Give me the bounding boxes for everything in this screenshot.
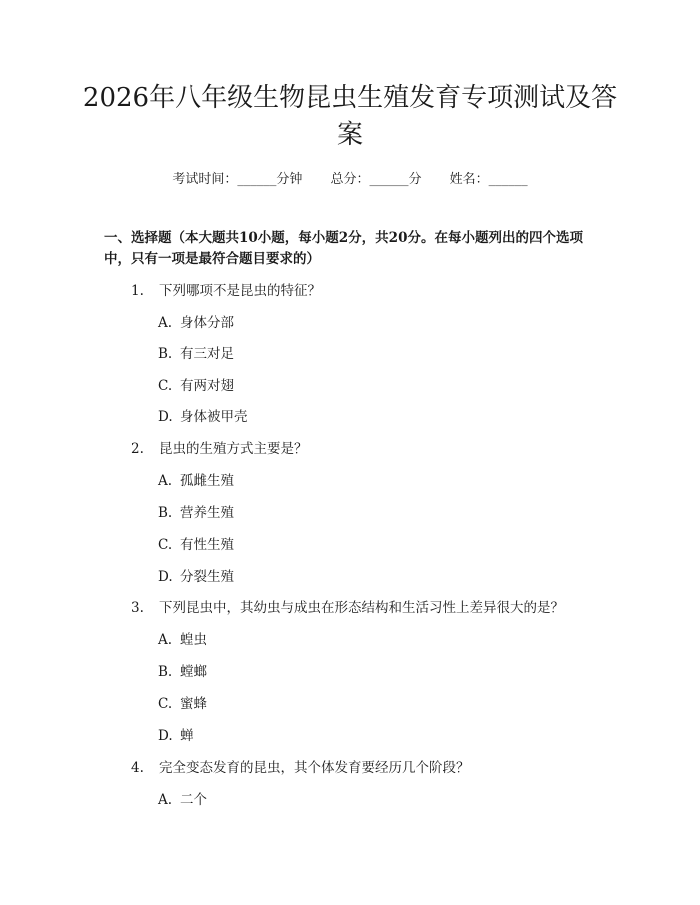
question-1-option-a: [158, 313, 234, 333]
total-score-unit: 分: [408, 172, 422, 187]
option-letter: D.: [158, 409, 173, 425]
total-score-label: 总分：: [330, 172, 370, 187]
option-text: 有两对翅: [180, 378, 234, 394]
option-text: 蝗虫: [180, 632, 207, 648]
section-heading-choice: 一、选择题（本大题共10小题，每小题2分，共20分。在每小题列出的四个选项中，只有一项是最符合题目要求的）: [104, 230, 583, 267]
question-2-option-c: [158, 535, 234, 555]
question-1-option-d: [158, 407, 248, 427]
option-letter: A.: [158, 792, 173, 808]
option-text: 营养生殖: [180, 505, 234, 521]
option-letter: B.: [158, 505, 173, 521]
option-letter: C.: [158, 378, 173, 394]
option-letter: C.: [158, 696, 173, 712]
option-letter: B.: [158, 346, 173, 362]
question-text: 完全变态发育的昆虫，其个体发育要经历几个阶段？: [159, 760, 470, 776]
question-2-option-b: [158, 503, 234, 523]
exam-meta-line: [0, 168, 700, 187]
question-3: [131, 598, 564, 618]
question-text: 下列昆虫中，其幼虫与成虫在形态结构和生活习性上差异很大的是？: [159, 600, 564, 616]
question-number: 3.: [131, 600, 144, 616]
option-letter: D.: [158, 728, 173, 744]
option-text: 分裂生殖: [180, 569, 234, 585]
question-1: [131, 281, 321, 301]
option-letter: A.: [158, 315, 173, 331]
exam-time-label: 考试时间：: [172, 172, 238, 187]
question-3-option-b: [158, 662, 207, 682]
question-text: 下列哪项不是昆虫的特征？: [159, 283, 321, 299]
question-number: 2.: [131, 441, 144, 457]
question-1-option-c: [158, 376, 234, 396]
option-text: 孤雌生殖: [180, 473, 234, 489]
exam-time-unit: 分钟: [276, 172, 303, 187]
question-4-option-a: [158, 790, 207, 810]
question-2-option-a: [158, 471, 234, 491]
exam-time: [172, 168, 302, 187]
option-letter: D.: [158, 569, 173, 585]
option-text: 身体被甲壳: [180, 409, 248, 425]
question-3-option-d: [158, 726, 194, 746]
question-2: [131, 439, 308, 459]
question-3-option-c: [158, 694, 207, 714]
student-name: [450, 168, 528, 187]
total-score: [330, 168, 421, 187]
question-number: 1.: [131, 283, 144, 299]
option-letter: A.: [158, 473, 173, 489]
option-text: 身体分部: [180, 315, 234, 331]
question-number: 4.: [131, 760, 144, 776]
question-3-option-a: [158, 630, 207, 650]
question-4: [131, 758, 470, 778]
option-letter: B.: [158, 664, 173, 680]
question-2-option-d: [158, 567, 234, 587]
student-name-blank: ______: [488, 172, 528, 187]
exam-time-blank: ______: [237, 172, 277, 187]
option-text: 蜜蜂: [180, 696, 207, 712]
page-title: 2026年八年级生物昆虫生殖发育专项测试及答案: [82, 83, 618, 150]
option-letter: C.: [158, 537, 173, 553]
total-score-blank: ______: [369, 172, 409, 187]
option-text: 有三对足: [180, 346, 234, 362]
option-text: 有性生殖: [180, 537, 234, 553]
question-text: 昆虫的生殖方式主要是？: [159, 441, 308, 457]
question-1-option-b: [158, 344, 234, 364]
option-letter: A.: [158, 632, 173, 648]
option-text: 二个: [180, 792, 207, 808]
option-text: 螳螂: [180, 664, 207, 680]
option-text: 蝉: [180, 728, 194, 744]
student-name-label: 姓名：: [449, 172, 489, 187]
